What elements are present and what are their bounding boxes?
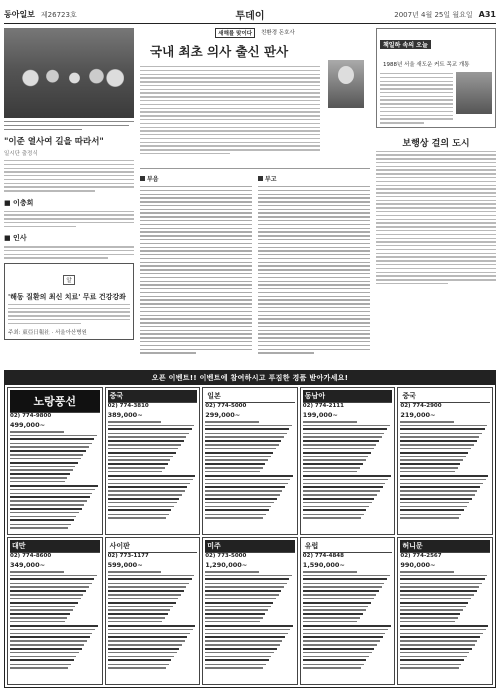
ad-block-phone: 02) 773-5000 (205, 553, 247, 559)
ad-block-price: 499,000~ (10, 421, 46, 429)
ad-block-price: 1,290,000~ (205, 561, 248, 569)
article-area (4, 28, 496, 366)
ad-block-price: 1,590,000~ (302, 561, 345, 569)
ad-block-listing (108, 571, 198, 669)
ad-block (202, 537, 298, 685)
ad-block-listing (10, 431, 100, 529)
obituary-box-left (140, 174, 252, 354)
ad-block-phone: 02) 774-2111 (302, 403, 344, 409)
ad-block-title: 대만 (10, 540, 100, 553)
ad-block (300, 387, 396, 535)
ad-block-listing (303, 421, 393, 519)
event-sponsor: 주최: 東亞日報社 · 서울아산병원 (8, 330, 87, 337)
obituary-tag-left: 부음 (147, 176, 159, 183)
event-body (8, 304, 130, 324)
obituary-box-right (258, 174, 370, 354)
kicker-left: 새해를 맞이다 (215, 28, 255, 38)
ad-block (397, 387, 493, 535)
ad-block-title: 미주 (205, 540, 295, 553)
ad-block-title: 사이판 (108, 540, 198, 553)
ad-block-price: 299,000~ (205, 411, 241, 419)
column-left (4, 28, 134, 366)
ad-block (202, 387, 298, 535)
ad-block-price: 349,000~ (10, 561, 46, 569)
article-headline: "이준 열사여 길을 따라서" (4, 136, 104, 147)
history-tag: 책일하 속의 오늘 (380, 40, 431, 49)
ad-block (7, 537, 103, 685)
ad-block-listing (303, 571, 393, 669)
kicker-right: 친환경 돈호사 (261, 30, 295, 36)
ad-block (397, 537, 493, 685)
ad-block (105, 387, 201, 535)
ad-block (300, 537, 396, 685)
section-heading-b: ■ 인사 (4, 234, 27, 243)
obituary-tag-right: 부고 (265, 176, 277, 183)
today-in-history-box (376, 28, 496, 128)
history-photo (456, 72, 492, 114)
column-divider (140, 168, 370, 169)
ad-block-listing (205, 571, 295, 669)
ad-block-price: 389,000~ (107, 411, 143, 419)
section-heading-a: ■ 이충희 (4, 198, 34, 207)
page-number: A31 (478, 10, 496, 19)
ad-block-listing (400, 421, 490, 519)
feature-body (140, 66, 320, 154)
section-title: 투데이 (235, 11, 265, 22)
issue-date: 2007년 4월 25일 월요일 (394, 10, 473, 19)
ad-block-phone: 02) 774-2567 (400, 553, 442, 559)
ad-block (7, 387, 103, 535)
ad-block-price: 599,000~ (107, 561, 143, 569)
issue-number: 제26723호 (40, 10, 77, 19)
ad-block-listing (400, 571, 490, 669)
ad-block-price: 219,000~ (400, 411, 436, 419)
ad-block-title: 동남아 (303, 390, 393, 403)
square-icon (140, 176, 145, 181)
column-center (140, 28, 370, 366)
masthead (4, 6, 496, 24)
column-right (376, 28, 496, 366)
travel-advertisement (4, 370, 496, 688)
ad-block-listing (108, 421, 198, 519)
ad-block-phone: 02) 774-3810 (107, 403, 149, 409)
ad-block-title: 일본 (205, 390, 295, 403)
ad-block-phone: 02) 773-1177 (107, 553, 149, 559)
square-icon (258, 176, 263, 181)
group-photo (4, 28, 134, 118)
ad-block-price: 199,000~ (302, 411, 338, 419)
column-headline: 보행상 걸의 도시 (402, 138, 470, 149)
ad-block-title: 노랑풍선 (10, 390, 100, 413)
event-box (4, 263, 134, 340)
ad-block-listing (205, 421, 295, 519)
ad-block-phone: 02) 774-5000 (205, 403, 247, 409)
ad-block (105, 537, 201, 685)
column-body (376, 151, 496, 285)
ad-block-title: 중국 (400, 390, 490, 403)
ad-block-title: 허니문 (400, 540, 490, 553)
event-box-tag: 알 (63, 275, 74, 285)
photo-caption (4, 121, 134, 130)
section-b-body (4, 246, 134, 259)
paper-name: 동아일보 (4, 10, 35, 19)
history-sub: 1988년 서울 새도운 커트 목교 개통 (383, 62, 470, 68)
ad-block-phone: 02) 774-8600 (10, 553, 52, 559)
ad-block-title: 중국 (108, 390, 198, 403)
section-a-body (4, 211, 134, 228)
article-body (4, 160, 134, 192)
article-byline: 일시단 출정식 (4, 150, 38, 157)
ad-grid (7, 387, 493, 685)
feature-headline: 국내 최초 의사 출신 판사 (150, 44, 289, 59)
ad-banner: 오픈 이벤트!! 이벤트에 참여하시고 푸짐한 경품 받아가세요! (5, 371, 495, 385)
portrait-photo (328, 60, 364, 108)
kicker (140, 28, 370, 38)
ad-block-title: 유럽 (303, 540, 393, 553)
event-headline: '해동 질환의 최신 치료' 무료 건강강좌 (8, 292, 126, 301)
ad-block-listing (10, 571, 100, 669)
ad-block-phone: 02) 774-4848 (302, 553, 344, 559)
ad-block-phone: 02) 774-9800 (10, 413, 52, 419)
ad-block-phone: 02) 774-2900 (400, 403, 442, 409)
ad-block-price: 990,000~ (400, 561, 436, 569)
